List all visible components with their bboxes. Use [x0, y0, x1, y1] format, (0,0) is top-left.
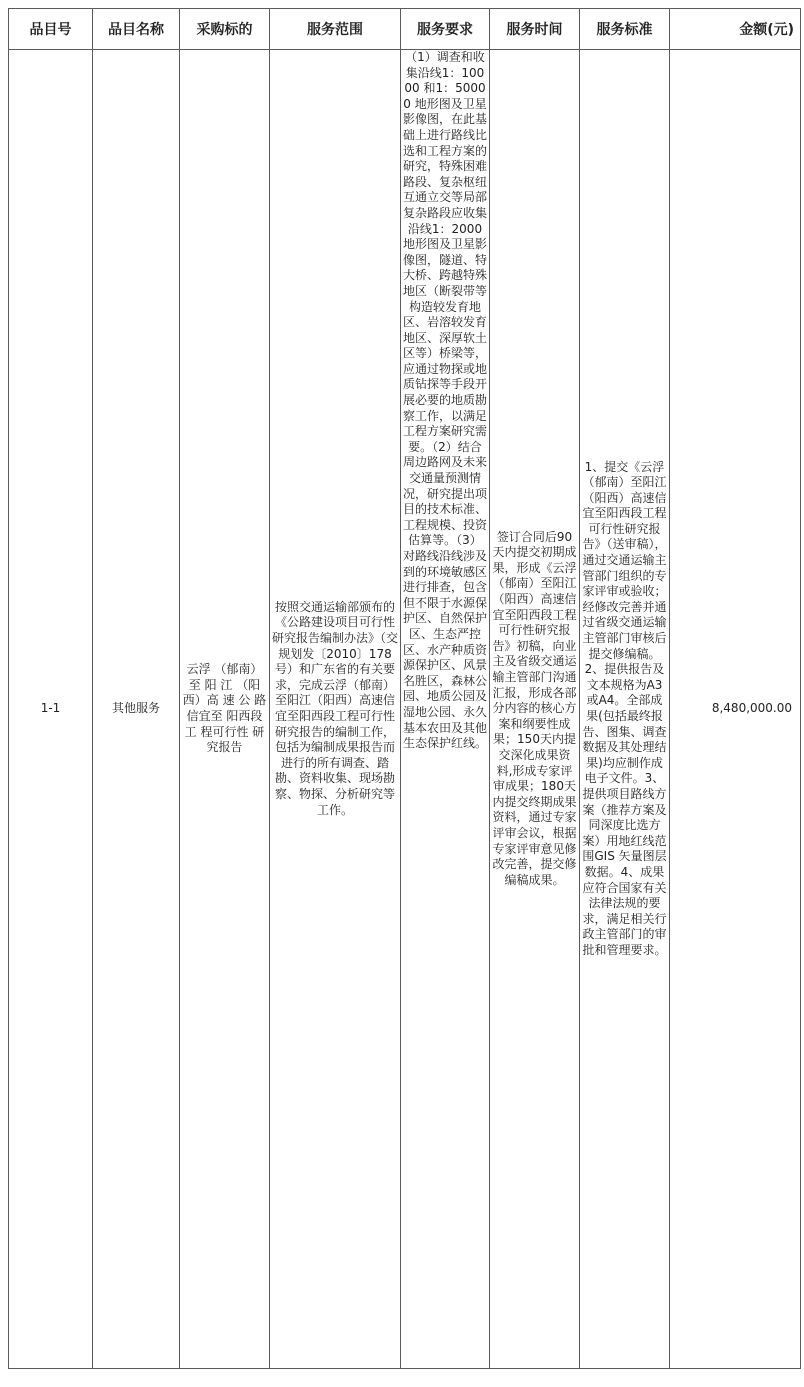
cell-target [180, 50, 270, 1369]
header-target: 采购标的 [180, 9, 270, 50]
cell-standard [580, 50, 670, 1369]
header-item-name: 品目名称 [93, 9, 180, 50]
header-time: 服务时间 [490, 9, 580, 50]
table-row [9, 50, 801, 1369]
item-name-text: 其他服务 [111, 701, 160, 716]
cell-time [490, 50, 580, 1369]
header-item-no: 品目号 [9, 9, 93, 50]
scope-text: 按照交通运输部颁布的《公路建设项目可行性研究报告编制办法》（交规划发〔2010〕178号）和广东省的有关要求，完成云浮（郁南）至阳江（阳西）高速信宜至阳西段工程可行性研究报告的编制工作，包括为编制成果报告而进行的所有调查、踏勘、资料收集、现场勘察、物探、分析研究等工作。 [272, 599, 399, 817]
item-no-text: 1-1 [40, 701, 61, 716]
cell-item-name [93, 50, 180, 1369]
header-scope: 服务范围 [270, 9, 401, 50]
requirements-text: （1）调查和收集沿线1：10000 和1：50000 地形图及卫星影像图，在此基础上进行路线比选和工程方案的研究，特殊困难路段、复杂枢纽互通立交等局部复杂路段应收集沿线1：2000 地形图及卫星影像图，隧道、特大桥、跨越特殊地区（断裂带等构造较发育地区、岩溶较发育地区、深厚软土区等）桥梁等，应通过物探或地质钻探等手段开展必要的地质勘察工作，以满足工程方案研究需要。（2）结合周边路网及未来交通量预测情况，研究提出项目的技术标准、工程规模、投资估算等。（3）对路线沿线涉及到的环境敏感区进行排查，包含但不限于水源保护区、自然保护区、生态严控区、水产种质资源保护区、风景名胜区，森林公园、地质公园及湿地公园、永久基本农田及其他生态保护红线。 [403, 50, 488, 751]
cell-scope [270, 50, 401, 1369]
table-header-row [9, 9, 801, 50]
cell-requirements [401, 50, 490, 1369]
standard-text: 1、提交《云浮（郁南）至阳江（阳西）高速信宜至阳西段工程可行性研究报告》（送审稿），通过交通运输主管部门组织的专家评审或验收；经修改完善并通过省级交通运输主管部门审核后提交修编稿。2、提供报告及文本规格为A3 或A4。全部成果(包括最终报告、图集、调查数据及其处理结果)均应制作成电子文件。3、提供项目路线方案（推荐方案及同深度比选方案）用地红线范围GIS 矢量图层数据。4、成果应符合国家有关法律法规的要求，满足相关行政主管部门的审批和管理要求。 [582, 459, 667, 957]
amount-text: 8,480,000.00 [711, 701, 792, 716]
header-amount: 金额(元) [670, 9, 801, 50]
target-text: 云浮 （郁南）至 阳 江 （阳 西）高 速 公 路信宜至 阳西段工 程可行性 研究报告 [182, 662, 267, 755]
cell-amount [670, 50, 801, 1369]
procurement-table [8, 8, 801, 1369]
time-text: 签订合同后90 天内提交初期成果，形成《云浮（郁南）至阳江（阳西）高速信宜至阳西段工程可行性研究报告》初稿，向业主及省级交通运输主管部门沟通汇报，形成各部分内容的核心方案和纲要性成果；150天内提交深化成果资料,形成专家评审成果；180天内提交终期成果资料，通过专家评审会议，根据专家评审意见修改完善，提交修编稿成果。 [492, 529, 577, 887]
cell-item-no [9, 50, 93, 1369]
header-requirements: 服务要求 [401, 9, 490, 50]
header-standard: 服务标准 [580, 9, 670, 50]
